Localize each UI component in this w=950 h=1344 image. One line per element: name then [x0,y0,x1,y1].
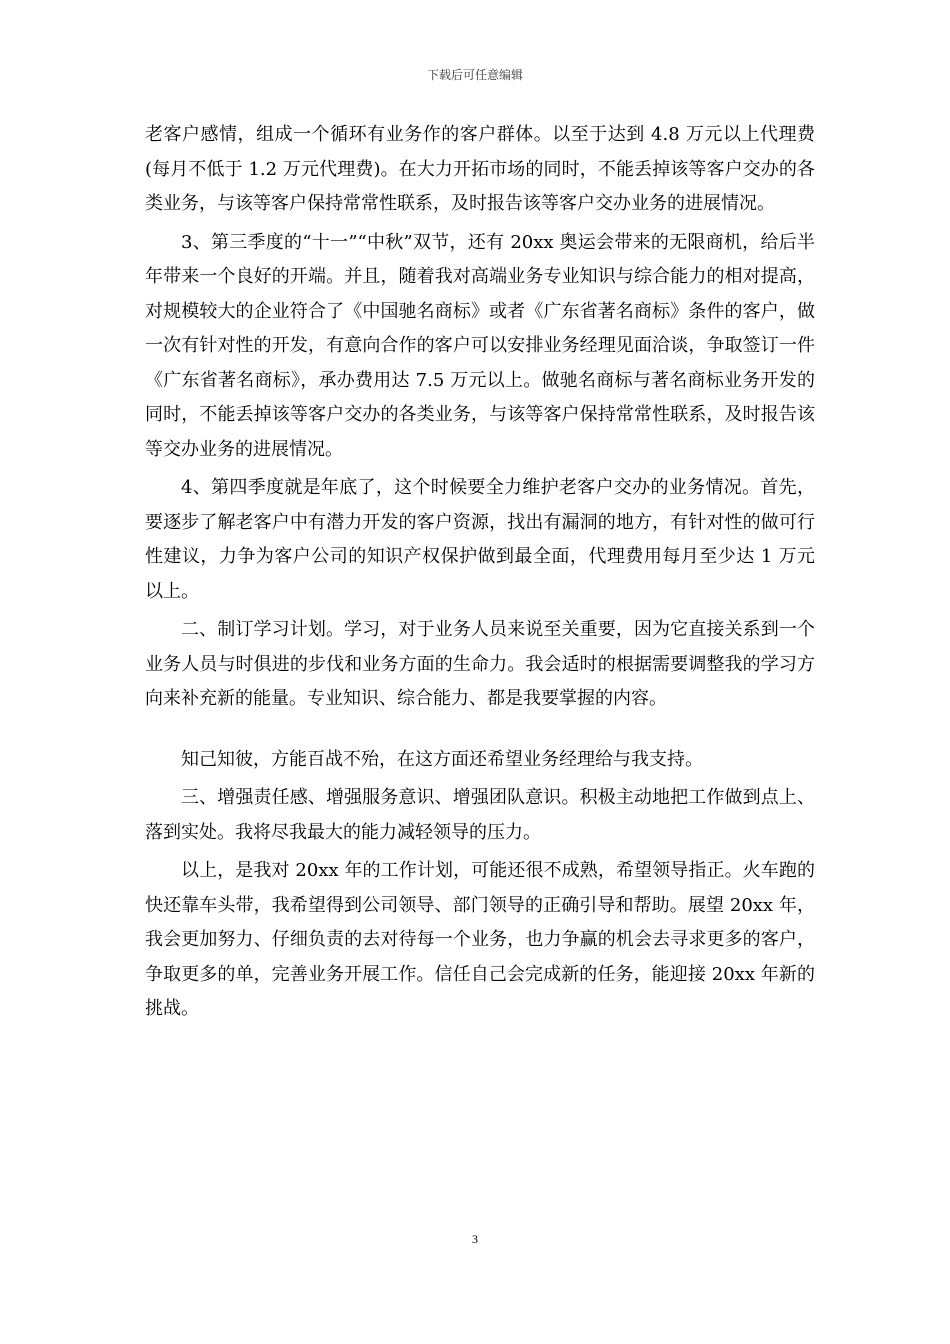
page-number: 3 [472,1232,478,1246]
paragraph-continued: 老客户感情，组成一个循环有业务作的客户群体。以至于达到 4.8 万元以上代理费(每月不低于 1.2 万元代理费)。在大力开拓市场的同时，不能丢掉该等客户交办的各类业务，与该等客户保持常常性联系，及时报告该等客户交办业务的进展情况。 [145,124,815,214]
page-header: 下载后可任意编辑 [426,68,523,82]
paragraph-q3-plan: 3、第三季度的“十一”“中秋”双节，还有 20xx 奥运会带来的无限商机，给后半年带来一个良好的开端。并且，随着我对高端业务专业知识与综合能力的相对提高，对规模较大的企业符合了《中国驰名商标》或者《广东省著名商标》条件的客户，做一次有针对性的开发，有意向合作的客户可以安排业务经理见面洽谈，争取签订一件《广东省著名商标》，承办费用达 7.5 万元以上。做驰名商标与著名商标业务开发的同时，不能丢掉该等客户交办的各类业务，与该等客户保持常常性联系，及时报告该等交办业务的进展情况。 [145,231,815,460]
paragraph-conclusion: 以上，是我对 20xx 年的工作计划，可能还很不成熟，希望领导指正。火车跑的快还靠车头带，我希望得到公司领导、部门领导的正确引导和帮助。展望 20xx 年，我会更加努力、仔细负责的去对待每一个业务，也力争赢的机会去寻求更多的客户，争取更多的单，完善业务开展工作。信任自己会完成新的任务，能迎接 20xx 年新的挑战。 [145,860,815,1019]
paragraph-responsibility: 三、增强责任感、增强服务意识、增强团队意识。积极主动地把工作做到点上、落到实处。我将尽我最大的能力减轻领导的压力。 [145,787,815,843]
document-body [145,118,815,1031]
paragraph-q4-plan: 4、第四季度就是年底了，这个时候要全力维护老客户交办的业务情况。首先，要逐步了解老客户中有潜力开发的客户资源，找出有漏洞的地方，有针对性的做可行性建议，力争为客户公司的知识产权保护做到最全面，代理费用每月至少达 1 万元以上。 [145,477,815,602]
paragraph-know-yourself: 知己知彼，方能百战不殆，在这方面还希望业务经理给与我支持。 [181,748,703,770]
paragraph-study-plan: 二、制订学习计划。学习，对于业务人员来说至关重要，因为它直接关系到一个业务人员与时俱进的步伐和业务方面的生命力。我会适时的根据需要调整我的学习方向来补充新的能量。专业知识、综合能力、都是我要掌握的内容。 [145,619,815,709]
